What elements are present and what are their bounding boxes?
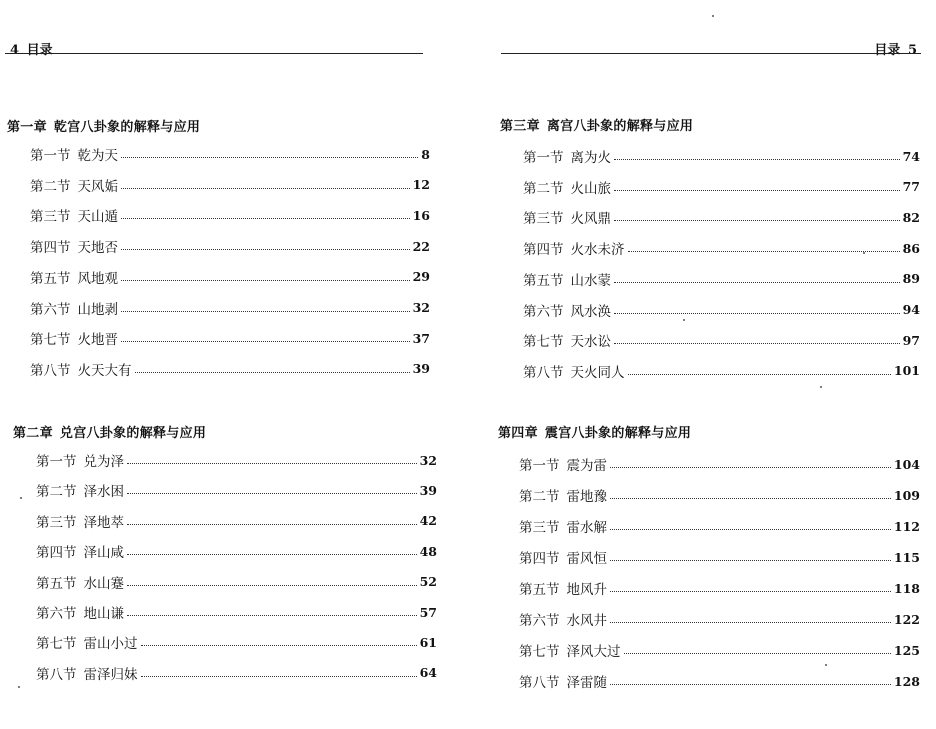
page-ref: 122 <box>893 611 920 627</box>
dot-leader <box>610 590 891 592</box>
page-ref: 128 <box>893 673 920 689</box>
page-ref: 37 <box>412 330 430 346</box>
section-number: 第八节 <box>519 675 560 691</box>
section-number: 第三节 <box>519 520 560 536</box>
page-ref: 32 <box>419 452 437 468</box>
page-ref: 22 <box>412 238 430 254</box>
toc-entry <box>36 512 437 530</box>
page-number: 4 <box>10 43 20 58</box>
toc-entry <box>36 481 437 499</box>
section-number: 第四节 <box>523 242 564 259</box>
section-title: 地风升 <box>566 582 607 598</box>
toc-entry <box>523 208 920 226</box>
page-ref: 74 <box>902 148 920 164</box>
section-title: 雷水解 <box>566 520 607 536</box>
section-number: 第五节 <box>30 270 71 287</box>
dot-leader <box>610 621 891 623</box>
scan-speck <box>683 319 685 321</box>
section-number: 第五节 <box>36 575 77 592</box>
page-ref: 39 <box>419 482 437 498</box>
toc-entry <box>30 145 430 163</box>
page-ref: 64 <box>419 665 437 681</box>
toc-entry <box>519 641 920 659</box>
toc-entry <box>30 206 430 224</box>
page-ref: 12 <box>412 177 430 193</box>
section-number: 第三节 <box>30 209 71 226</box>
dot-leader <box>121 310 410 312</box>
section-number: 第八节 <box>36 666 77 683</box>
page-ref: 118 <box>893 580 920 596</box>
toc-entry <box>523 147 920 165</box>
page-ref: 48 <box>419 543 437 559</box>
dot-leader <box>610 497 891 499</box>
page-ref: 101 <box>893 363 920 379</box>
section-number: 第一节 <box>36 454 77 470</box>
page-ref: 39 <box>412 361 430 377</box>
dot-leader <box>628 250 900 252</box>
dot-leader <box>141 675 417 677</box>
section-title: 山水蒙 <box>570 272 611 289</box>
section-number: 第二节 <box>523 180 564 197</box>
dot-leader <box>614 312 900 314</box>
section-number: 第八节 <box>523 364 564 381</box>
page-ref: 52 <box>419 574 437 590</box>
right-page <box>468 0 936 729</box>
page-ref: 32 <box>412 300 430 315</box>
section-title: 风水涣 <box>570 303 611 320</box>
chapter-number: 第三章 <box>500 119 540 134</box>
section-number: 第八节 <box>30 362 71 379</box>
toc-entry <box>36 603 437 621</box>
section-number: 第六节 <box>30 301 71 318</box>
section-title: 泽地萃 <box>83 514 124 531</box>
section-title: 离为火 <box>570 150 611 166</box>
dot-leader <box>127 584 417 586</box>
scan-speck <box>863 252 865 254</box>
page-ref: 57 <box>419 604 437 620</box>
toc-entry <box>523 239 920 257</box>
section-number: 第四节 <box>36 545 77 562</box>
section-number: 第二节 <box>30 178 71 195</box>
dot-leader <box>141 644 417 646</box>
section-title: 山地剥 <box>77 301 118 318</box>
chapter-number: 第二章 <box>13 426 53 441</box>
dot-leader <box>610 559 891 561</box>
toc-entry <box>36 451 437 469</box>
toc-entry <box>519 672 920 690</box>
toc-entry <box>519 610 920 628</box>
chapter-number: 第一章 <box>7 120 47 135</box>
page-ref: 109 <box>893 487 920 503</box>
chapter-title: 震宫八卦象的解释与应用 <box>544 426 692 441</box>
dot-leader <box>127 614 417 616</box>
page-ref: 29 <box>412 269 430 285</box>
section-number: 第五节 <box>523 272 564 289</box>
page-ref: 104 <box>893 456 920 472</box>
section-title: 泽水困 <box>83 484 124 501</box>
section-title: 雷风恒 <box>566 551 607 567</box>
dot-leader <box>121 279 410 281</box>
page-ref: 82 <box>902 209 920 225</box>
section-number: 第一节 <box>519 458 560 474</box>
toc-entry <box>523 178 920 196</box>
toc-entry <box>523 331 920 349</box>
dot-leader <box>121 340 410 342</box>
page-ref: 125 <box>893 642 920 658</box>
dot-leader <box>127 492 417 494</box>
dot-leader <box>614 189 900 191</box>
dot-leader <box>121 248 410 250</box>
page-ref: 77 <box>902 179 920 195</box>
dot-leader <box>610 683 891 685</box>
section-title: 天火同人 <box>570 364 625 381</box>
chapter-heading <box>7 116 200 135</box>
toc-entry <box>523 362 920 380</box>
section-number: 第三节 <box>523 211 564 228</box>
section-title: 风地观 <box>77 270 118 287</box>
section-title: 天山遁 <box>77 209 118 226</box>
chapter-title: 乾宫八卦象的解释与应用 <box>53 120 201 135</box>
section-title: 水山蹇 <box>83 575 124 592</box>
dot-leader <box>614 281 900 283</box>
page-ref: 97 <box>902 332 920 348</box>
section-title: 水风井 <box>566 613 607 629</box>
chapter-title: 兑宫八卦象的解释与应用 <box>59 426 207 441</box>
scan-speck <box>820 386 822 388</box>
toc-entry <box>36 542 437 560</box>
section-title: 天地否 <box>77 240 118 257</box>
toc-entry <box>30 329 430 347</box>
dot-leader <box>121 217 410 219</box>
section-number: 第一节 <box>30 148 71 164</box>
section-number: 第四节 <box>30 240 71 257</box>
header-title: 目录 <box>874 43 901 58</box>
dot-leader <box>628 373 891 375</box>
page-ref: 61 <box>419 634 437 650</box>
toc-entry <box>519 548 920 566</box>
scan-speck <box>712 15 714 17</box>
scan-speck <box>825 664 827 666</box>
section-title: 兑为泽 <box>83 454 124 470</box>
dot-leader <box>127 553 417 555</box>
page-header <box>7 39 53 58</box>
section-number: 第一节 <box>523 150 564 166</box>
page-ref: 86 <box>902 240 920 256</box>
toc-entry <box>523 270 920 288</box>
dot-leader <box>614 158 900 160</box>
section-title: 雷地豫 <box>566 489 607 505</box>
section-title: 泽山咸 <box>83 545 124 562</box>
toc-entry <box>519 579 920 597</box>
page-ref: 94 <box>902 302 920 317</box>
dot-leader <box>624 652 891 654</box>
section-number: 第六节 <box>523 303 564 320</box>
section-number: 第六节 <box>519 613 560 629</box>
toc-entry <box>36 573 437 591</box>
section-number: 第二节 <box>519 489 560 505</box>
section-title: 火风鼎 <box>570 211 611 228</box>
section-title: 火天大有 <box>77 362 132 379</box>
toc-entry <box>523 301 920 319</box>
section-title: 乾为天 <box>77 148 118 164</box>
section-title: 火地晋 <box>77 332 118 349</box>
toc-entry <box>519 486 920 504</box>
section-title: 震为雷 <box>566 458 607 474</box>
chapter-number: 第四章 <box>498 426 538 441</box>
header-rule <box>5 53 423 54</box>
page-ref: 16 <box>412 207 430 223</box>
scan-speck <box>18 686 20 688</box>
section-number: 第七节 <box>36 636 77 653</box>
toc-entry <box>36 633 437 651</box>
section-title: 雷泽归妹 <box>83 666 138 683</box>
dot-leader <box>610 466 891 468</box>
chapter-heading <box>13 422 206 441</box>
section-number: 第二节 <box>36 484 77 501</box>
section-title: 火山旅 <box>570 180 611 197</box>
page-number: 5 <box>907 43 917 58</box>
toc-entry <box>30 176 430 194</box>
toc-entry <box>30 299 430 317</box>
dot-leader <box>121 187 410 189</box>
section-title: 泽雷随 <box>566 675 607 691</box>
page-ref: 8 <box>421 146 430 162</box>
section-number: 第六节 <box>36 606 77 622</box>
header-rule <box>501 53 921 54</box>
scan-speck <box>20 497 22 499</box>
page-ref: 42 <box>419 513 437 529</box>
section-title: 火水未济 <box>570 242 625 259</box>
page-ref: 115 <box>893 549 920 565</box>
section-number: 第三节 <box>36 514 77 531</box>
dot-leader <box>135 371 410 373</box>
dot-leader <box>127 462 417 464</box>
toc-entry <box>30 268 430 286</box>
chapter-heading <box>498 422 691 441</box>
page-header <box>874 39 920 58</box>
toc-entry <box>519 455 920 473</box>
page-ref: 112 <box>893 518 920 534</box>
section-number: 第四节 <box>519 551 560 567</box>
section-title: 雷山小过 <box>83 636 138 653</box>
section-number: 第七节 <box>519 644 560 660</box>
page-ref: 89 <box>902 271 920 287</box>
chapter-heading <box>500 115 693 134</box>
section-title: 天水讼 <box>570 334 611 351</box>
toc-entry <box>519 517 920 535</box>
section-number: 第七节 <box>523 334 564 351</box>
toc-entry <box>36 664 437 682</box>
dot-leader <box>614 342 900 344</box>
section-title: 天风姤 <box>77 178 118 195</box>
header-title: 目录 <box>26 43 53 58</box>
section-title: 地山谦 <box>83 606 124 622</box>
dot-leader <box>610 528 891 530</box>
chapter-title: 离宫八卦象的解释与应用 <box>546 119 694 134</box>
dot-leader <box>127 523 417 525</box>
section-number: 第五节 <box>519 582 560 598</box>
dot-leader <box>121 156 418 158</box>
section-title: 泽风大过 <box>566 644 621 660</box>
toc-entry <box>30 360 430 378</box>
dot-leader <box>614 219 900 221</box>
toc-entry <box>30 237 430 255</box>
section-number: 第七节 <box>30 332 71 349</box>
